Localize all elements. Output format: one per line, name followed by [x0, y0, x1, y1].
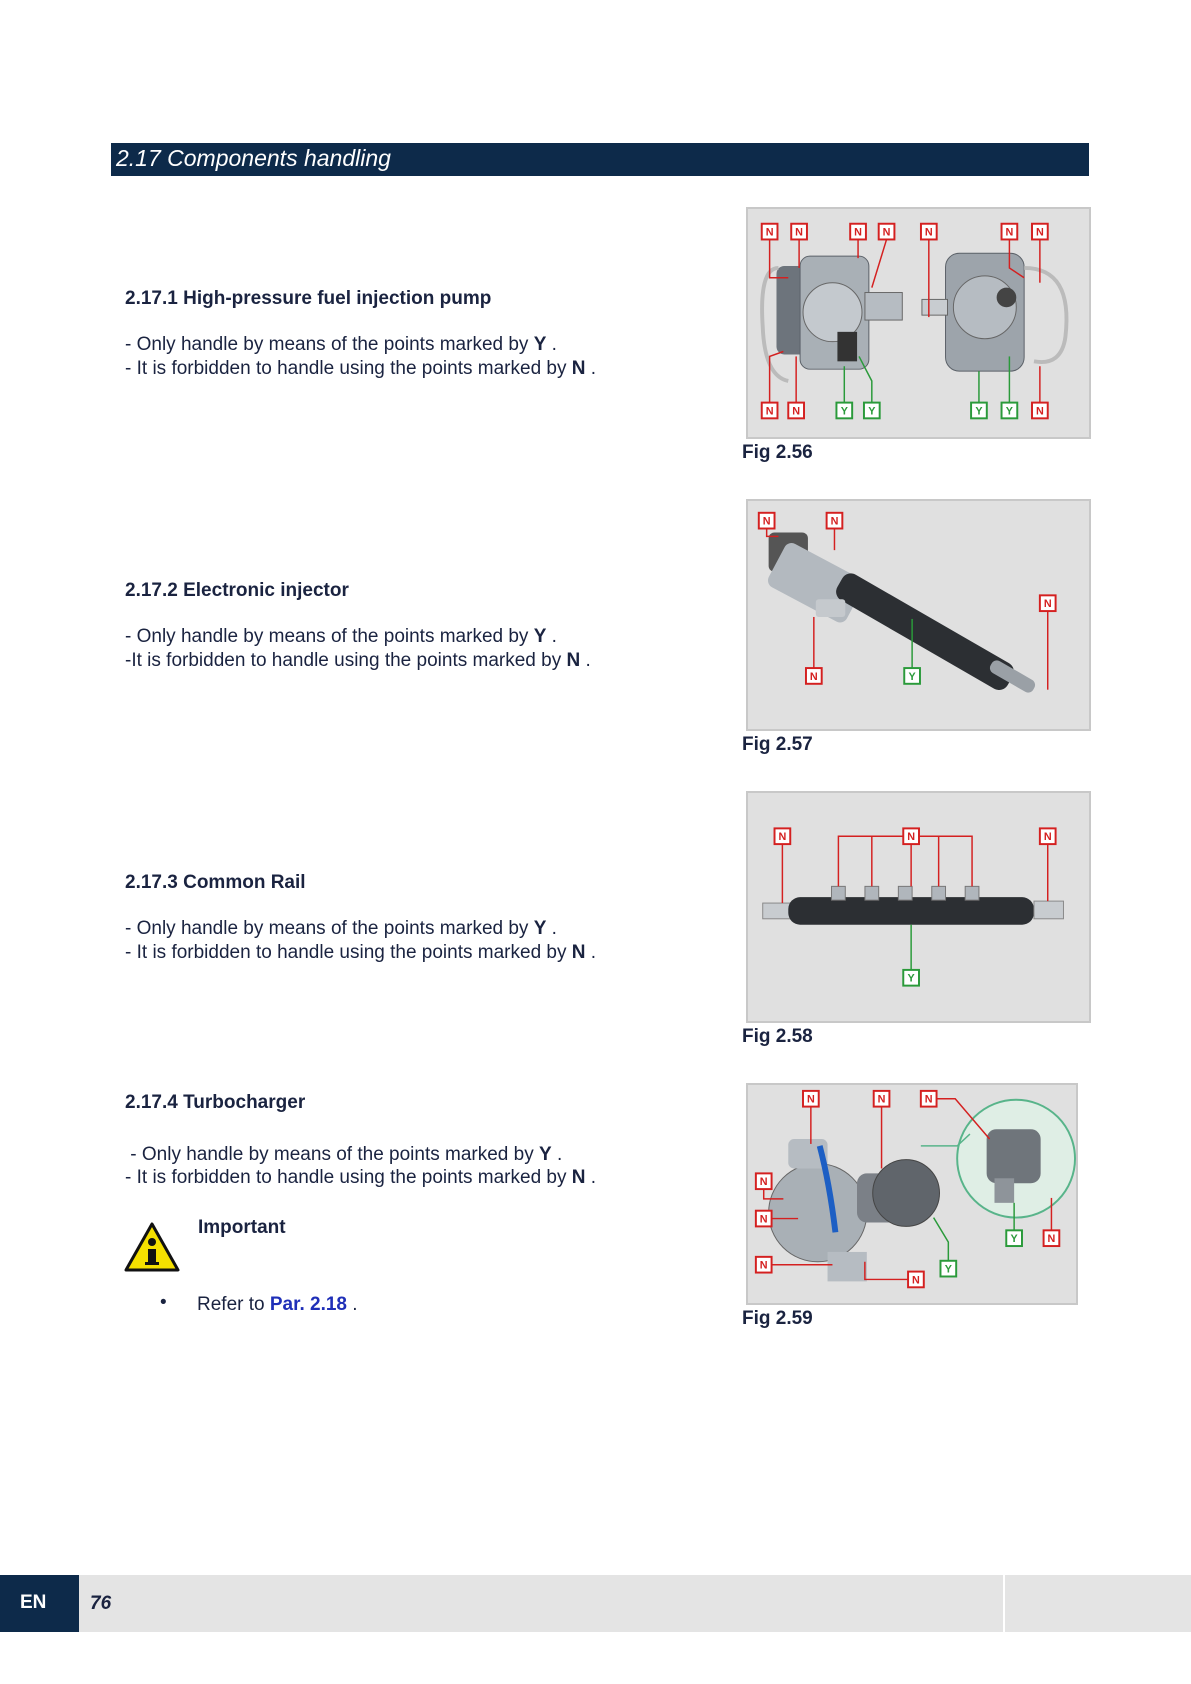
- svg-text:N: N: [765, 226, 774, 239]
- svg-text:Y: Y: [840, 405, 848, 418]
- svg-text:Y: Y: [908, 670, 916, 683]
- svg-text:N: N: [795, 226, 804, 239]
- svg-text:N: N: [762, 515, 771, 528]
- svg-text:N: N: [792, 405, 801, 418]
- svg-text:Y: Y: [975, 405, 983, 418]
- important-label: Important: [198, 1217, 286, 1238]
- injection-pump-illustration: [748, 209, 1089, 437]
- heading-injection-pump: 2.17.1 High-pressure fuel injection pump: [125, 288, 492, 309]
- svg-text:N: N: [1005, 226, 1014, 239]
- svg-text:Y: Y: [868, 405, 876, 418]
- svg-text:N: N: [1035, 226, 1044, 239]
- warning-info-icon: [124, 1222, 180, 1272]
- instruction-forbidden: -It is forbidden to handle using the points marked by N .: [125, 650, 591, 671]
- section-header: [111, 143, 1089, 176]
- page-number: 76: [90, 1593, 112, 1614]
- language-code: EN: [20, 1592, 47, 1613]
- par-link[interactable]: Par. 2.18: [269, 1294, 347, 1315]
- svg-text:N: N: [759, 1176, 768, 1189]
- figure-electronic-injector: [746, 499, 1091, 731]
- figure-common-rail: [746, 791, 1091, 1023]
- figure-caption: Fig 2.56: [742, 442, 813, 463]
- figure-turbocharger: [746, 1083, 1078, 1305]
- svg-text:Y: Y: [907, 972, 915, 985]
- figure-caption: Fig 2.57: [742, 734, 813, 755]
- instruction-allowed: - Only handle by means of the points marked by Y .: [125, 918, 557, 939]
- heading-common-rail: 2.17.3 Common Rail: [125, 872, 306, 893]
- instruction-forbidden: - It is forbidden to handle using the points marked by N .: [125, 1167, 597, 1188]
- list-bullet: •: [160, 1292, 167, 1313]
- instruction-forbidden: - It is forbidden to handle using the points marked by N .: [125, 358, 597, 379]
- svg-text:N: N: [877, 1093, 886, 1106]
- figure-caption: Fig 2.59: [742, 1308, 813, 1329]
- svg-text:N: N: [765, 405, 774, 418]
- instruction-forbidden: - It is forbidden to handle using the points marked by N .: [125, 942, 597, 963]
- svg-text:N: N: [924, 226, 933, 239]
- svg-text:N: N: [907, 831, 916, 844]
- footer-bar: [79, 1575, 1003, 1632]
- svg-text:N: N: [854, 226, 862, 239]
- svg-text:Y: Y: [944, 1263, 952, 1276]
- svg-text:N: N: [778, 831, 787, 844]
- svg-text:N: N: [912, 1274, 920, 1287]
- svg-text:N: N: [924, 1093, 933, 1106]
- figure-caption: Fig 2.58: [742, 1026, 813, 1047]
- svg-text:N: N: [1047, 1233, 1056, 1246]
- instruction-allowed: - Only handle by means of the points marked by Y .: [125, 1144, 563, 1165]
- injector-illustration: [748, 501, 1089, 729]
- svg-text:N: N: [882, 226, 891, 239]
- svg-text:N: N: [1043, 831, 1052, 844]
- svg-text:N: N: [759, 1259, 768, 1272]
- heading-electronic-injector: 2.17.2 Electronic injector: [125, 580, 349, 601]
- svg-text:N: N: [1035, 405, 1044, 418]
- footer-right-cell: [1005, 1575, 1191, 1632]
- instruction-allowed: - Only handle by means of the points marked by Y .: [125, 626, 557, 647]
- section-title: 2.17 Components handling: [116, 145, 391, 171]
- footer-language: [0, 1575, 79, 1632]
- svg-text:N: N: [759, 1213, 768, 1226]
- common-rail-illustration: [748, 793, 1089, 1021]
- turbocharger-illustration: [748, 1085, 1076, 1303]
- figure-injection-pump: [746, 207, 1091, 439]
- svg-text:N: N: [830, 515, 839, 528]
- svg-text:N: N: [809, 670, 818, 683]
- heading-turbocharger: 2.17.4 Turbocharger: [125, 1092, 306, 1113]
- svg-text:Y: Y: [1005, 405, 1014, 418]
- svg-text:N: N: [806, 1093, 815, 1106]
- svg-text:N: N: [1043, 598, 1052, 611]
- refer-text: Refer to Par. 2.18 .: [197, 1294, 358, 1315]
- instruction-allowed: - Only handle by means of the points marked by Y .: [125, 334, 557, 355]
- svg-text:Y: Y: [1010, 1233, 1018, 1246]
